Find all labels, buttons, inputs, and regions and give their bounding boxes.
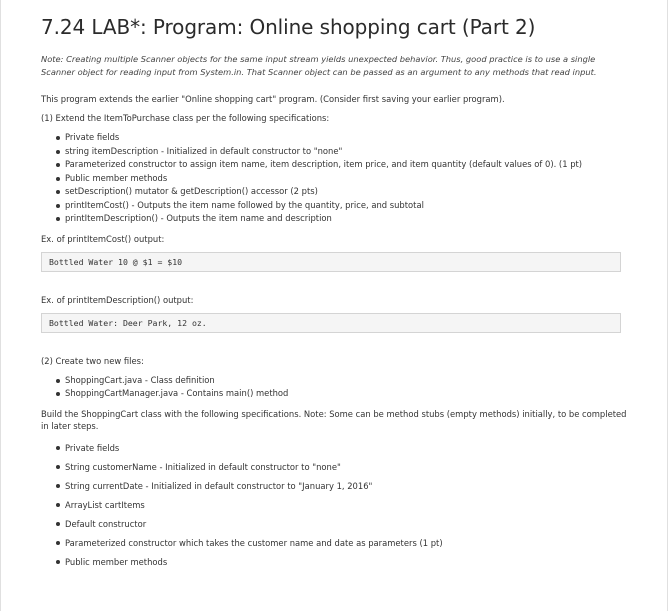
list-item: ArrayList cartItems [65,496,667,515]
page-title: 7.24 LAB*: Program: Online shopping cart (Part 2) [41,15,536,39]
example-description-code: Bottled Water: Deer Park, 12 oz. [41,313,621,333]
list-item: ShoppingCart.java - Class definition [65,374,667,388]
example-cost-code: Bottled Water 10 @ $1 = $10 [41,252,621,272]
list-item: setDescription() mutator & getDescription() accessor (2 pts) [65,185,667,199]
scanner-note: Note: Creating multiple Scanner objects for the same input stream yields unexpected behavior. Thus, good practice is to use a single Scanner object for reading input from System.in. That Scanner object can be passed as an argument to any methods that read input. [41,54,597,77]
list-item: Default constructor [65,515,667,534]
example-cost-label: Ex. of printItemCost() output: [41,233,165,244]
step1-spec-list [41,131,667,226]
step2-heading: (2) Create two new files: [41,355,144,366]
list-item: printItemCost() - Outputs the item name followed by the quantity, price, and subtotal [65,199,667,213]
list-item: Parameterized constructor which takes the customer name and date as parameters (1 pt) [65,534,667,553]
list-item: printItemDescription() - Outputs the item name and description [65,212,667,226]
step1-heading: (1) Extend the ItemToPurchase class per the following specifications: [41,113,330,123]
intro-paragraph: This program extends the earlier "Online shopping cart" program. (Consider first saving your earlier program). [41,94,505,104]
list-item: Private fields [65,439,667,458]
list-item: Public member methods [65,553,667,572]
build-paragraph: Build the ShoppingCart class with the following specifications. Note: Some can be method stubs (empty methods) initially, to be completed in later steps. [41,408,627,431]
list-item: Public member methods [65,172,667,186]
step2-file-list [41,374,667,401]
list-item: String customerName - Initialized in default constructor to "none" [65,458,667,477]
shoppingcart-spec-list [41,439,667,572]
list-item: Parameterized constructor to assign item name, item description, item price, and item quantity (default values of 0). (1 pt) [65,158,667,172]
list-item: string itemDescription - Initialized in default constructor to "none" [65,145,667,159]
list-item: Private fields [65,131,667,145]
list-item: String currentDate - Initialized in default constructor to "January 1, 2016" [65,477,667,496]
list-item: ShoppingCartManager.java - Contains main() method [65,387,667,401]
example-description-label: Ex. of printItemDescription() output: [41,294,194,305]
